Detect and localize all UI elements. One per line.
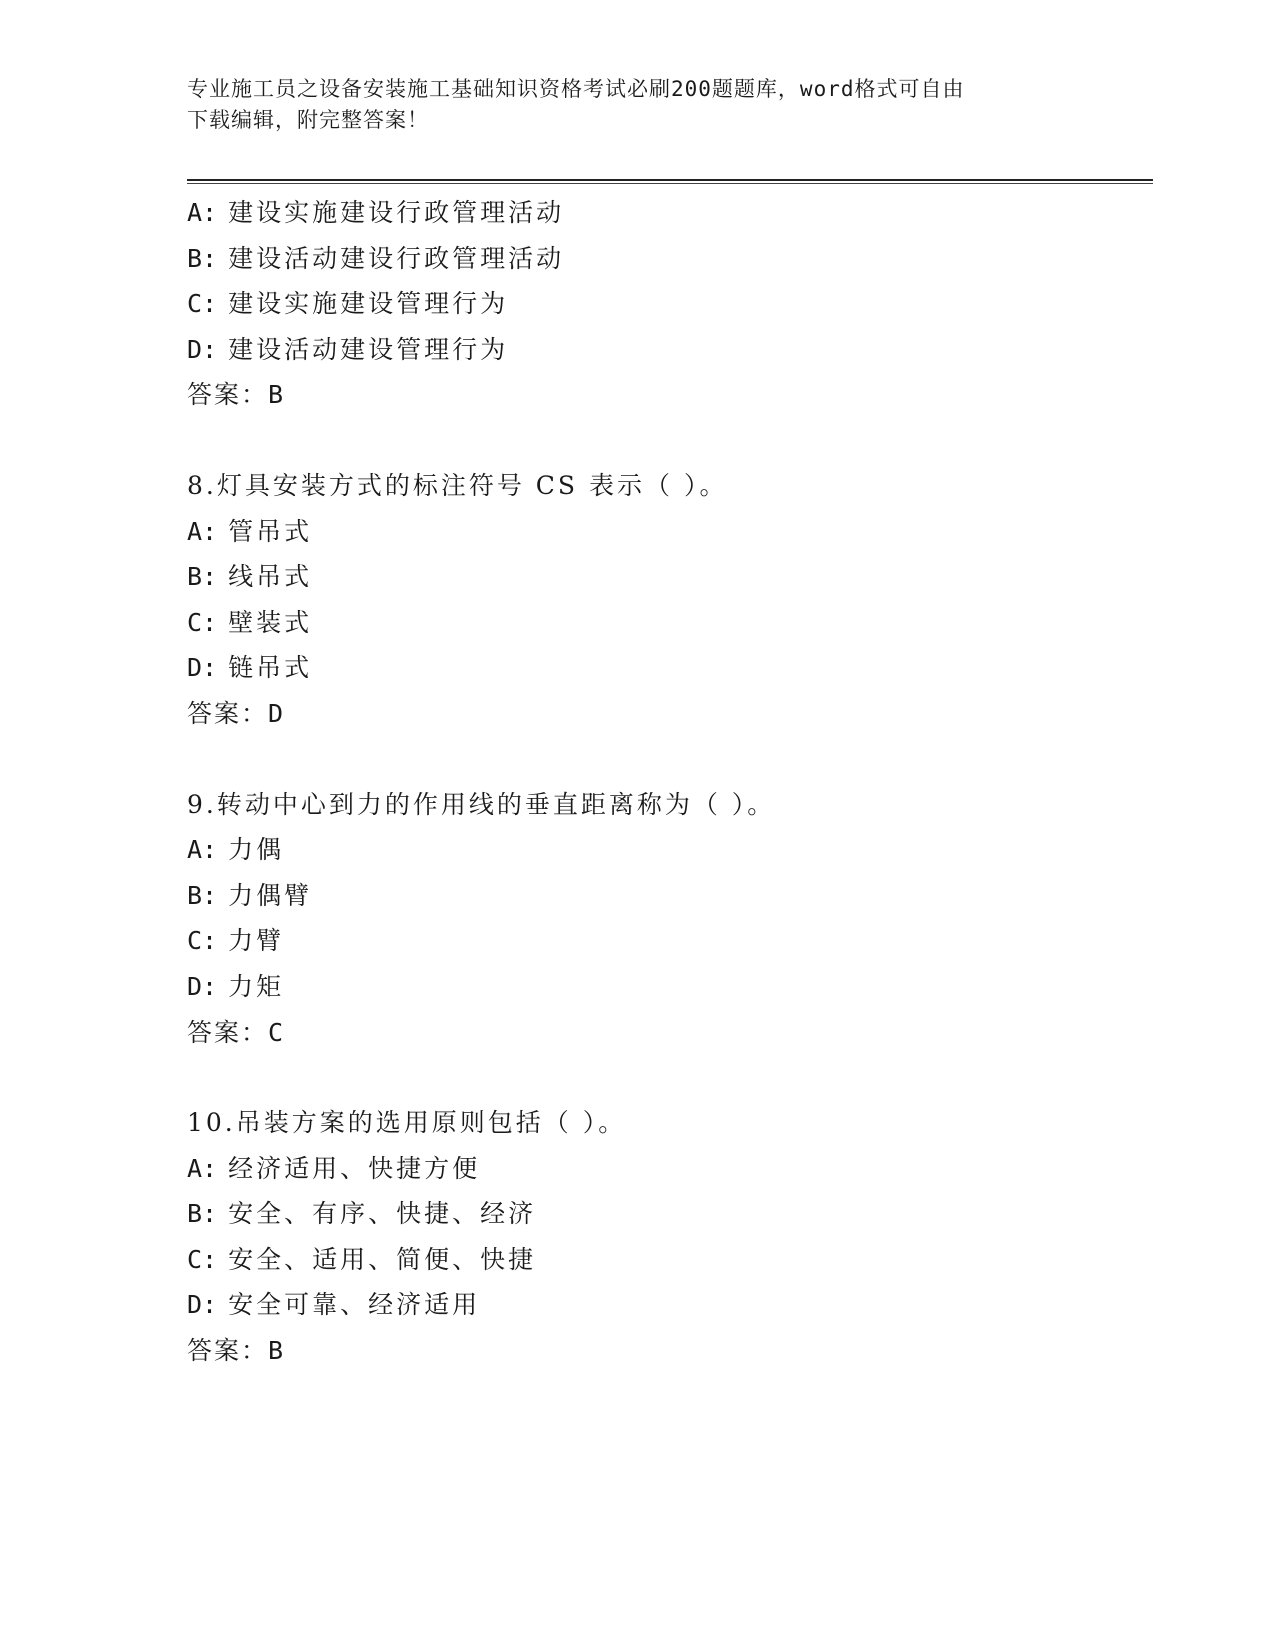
answer-line <box>187 691 1153 737</box>
question-stem: 8.灯具安装方式的标注符号 CS 表示（ ）。 <box>187 470 728 500</box>
option-letter: D: <box>187 971 218 1001</box>
option-text: 建设实施建设管理行为 <box>228 289 509 319</box>
option-d <box>187 327 1153 373</box>
header-divider-thin <box>187 183 1153 184</box>
question-list <box>187 190 1153 1374</box>
option-c <box>187 1237 1153 1283</box>
question-stem: 10.吊装方案的选用原则包括（ ）。 <box>187 1108 627 1138</box>
option-c <box>187 281 1153 327</box>
option-text: 安全、适用、简便、快捷 <box>228 1244 537 1274</box>
question-stem: 9.转动中心到力的作用线的垂直距离称为（ ）。 <box>187 789 776 819</box>
option-d <box>187 1282 1153 1328</box>
option-letter: B: <box>187 880 218 910</box>
option-letter: C: <box>187 1244 218 1274</box>
spacer <box>187 418 1153 463</box>
option-a <box>187 190 1153 236</box>
option-b <box>187 554 1153 600</box>
option-letter: A: <box>187 198 218 227</box>
option-text: 安全、有序、快捷、经济 <box>228 1199 537 1229</box>
option-letter: C: <box>187 289 218 319</box>
option-letter: C: <box>187 926 218 956</box>
option-text: 安全可靠、经济适用 <box>228 1290 481 1320</box>
option-d <box>187 964 1153 1010</box>
option-text: 管吊式 <box>228 516 313 546</box>
option-b <box>187 1191 1153 1237</box>
option-text: 建设活动建设管理行为 <box>228 334 509 364</box>
option-text: 力矩 <box>228 971 285 1001</box>
option-a <box>187 1146 1153 1192</box>
answer-label: 答案： <box>187 1336 269 1366</box>
option-d <box>187 645 1153 691</box>
answer-line <box>187 1010 1153 1056</box>
option-letter: D: <box>187 1290 218 1320</box>
option-letter: C: <box>187 607 218 637</box>
option-letter: B: <box>187 562 218 592</box>
question-block-9 <box>187 782 1153 1056</box>
option-text: 力偶臂 <box>228 880 313 910</box>
answer-line <box>187 1328 1153 1374</box>
option-c <box>187 600 1153 646</box>
answer-line <box>187 372 1153 418</box>
option-text: 线吊式 <box>228 562 313 592</box>
option-letter: B: <box>187 243 218 273</box>
option-letter: B: <box>187 1199 218 1229</box>
option-text: 壁装式 <box>228 607 313 637</box>
header-line-2: 下载编辑，附完整答案！ <box>187 108 429 132</box>
header-line-1: 专业施工员之设备安装施工基础知识资格考试必刷200题题库，word格式可自由 <box>187 77 965 101</box>
option-letter: A: <box>187 835 218 865</box>
option-text: 力臂 <box>228 926 285 956</box>
option-letter: D: <box>187 653 218 683</box>
option-c <box>187 918 1153 964</box>
option-a <box>187 827 1153 873</box>
option-text: 力偶 <box>228 835 285 865</box>
answer-value: B <box>268 1336 286 1366</box>
answer-value: D <box>268 698 286 728</box>
option-a <box>187 509 1153 555</box>
answer-value: C <box>268 1017 286 1047</box>
answer-value: B <box>268 380 286 410</box>
spacer <box>187 737 1153 782</box>
question-block-7 <box>187 190 1153 418</box>
option-letter: D: <box>187 334 218 364</box>
option-text: 链吊式 <box>228 653 313 683</box>
option-text: 建设活动建设行政管理活动 <box>228 243 565 273</box>
header-divider-thick <box>187 179 1153 181</box>
question-block-8 <box>187 463 1153 737</box>
document-header <box>187 74 1087 136</box>
question-block-10 <box>187 1100 1153 1374</box>
option-b <box>187 873 1153 919</box>
spacer <box>187 1055 1153 1100</box>
option-b <box>187 236 1153 282</box>
option-text: 经济适用、快捷方便 <box>228 1153 481 1183</box>
answer-label: 答案： <box>187 1017 269 1047</box>
answer-label: 答案： <box>187 698 269 728</box>
answer-label: 答案： <box>187 380 269 410</box>
option-letter: A: <box>187 1153 218 1183</box>
option-text: 建设实施建设行政管理活动 <box>228 198 565 227</box>
option-letter: A: <box>187 516 218 546</box>
